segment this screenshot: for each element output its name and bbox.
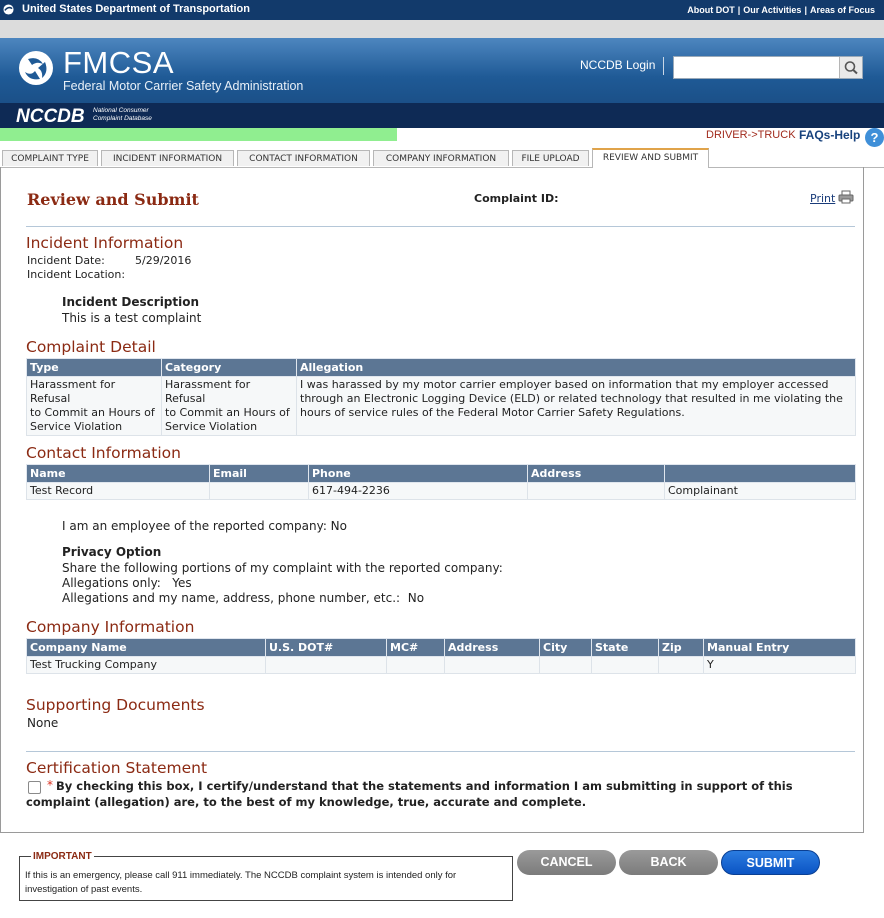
important-text: If this is an emergency, please call 911 immediately. The NCCDB complaint system is intended only for investigation of past events. (25, 870, 457, 895)
privacy-allegations-only: Allegations only: Yes (62, 576, 192, 590)
column-header: U.S. DOT# (266, 639, 387, 657)
search-icon (840, 57, 862, 78)
company-manual-entry-cell: Y (704, 657, 856, 674)
header-spacer (0, 20, 884, 38)
dot-links: About DOT | Our Activities | Areas of Focus (684, 5, 878, 15)
table-header-row (27, 465, 856, 483)
cell-line: to Commit an Hours of (30, 406, 155, 419)
column-header: City (540, 639, 592, 657)
our-activities-link[interactable]: Our Activities (743, 5, 802, 15)
company-name-cell: Test Trucking Company (27, 657, 266, 674)
column-header: Address (445, 639, 540, 657)
tab-complaint-type[interactable]: COMPLAINT TYPE (2, 150, 98, 166)
nccdb-bar (0, 103, 884, 128)
incident-location-label: Incident Location: (27, 268, 126, 281)
fmcsa-logo-icon (18, 50, 54, 86)
column-header: Manual Entry (704, 639, 856, 657)
table-header-row (27, 639, 856, 657)
company-mc-cell (387, 657, 445, 674)
column-header: Type (27, 359, 162, 377)
incident-date-value: 5/29/2016 (135, 254, 192, 267)
nccdb-login-link[interactable]: NCCDB Login (580, 58, 656, 72)
tab-file-upload[interactable]: FILE UPLOAD (512, 150, 589, 166)
privacy-intro: Share the following portions of my complaint with the reported company: (62, 561, 503, 575)
about-dot-link[interactable]: About DOT (687, 5, 735, 15)
cell-line: I was harassed by my motor carrier employer based on information that my employer accessed (300, 378, 829, 391)
column-header: Category (162, 359, 297, 377)
faqs-help-link[interactable]: FAQs-Help (799, 128, 861, 142)
complaint-detail-table (26, 358, 856, 436)
cell-line: Service Violation (165, 420, 258, 433)
column-header: Zip (659, 639, 704, 657)
nccdb-logo-text: NCCDB (16, 106, 85, 127)
print-link[interactable]: Print (810, 192, 836, 205)
submit-button[interactable]: SUBMIT (721, 850, 820, 875)
contact-role-cell: Complainant (665, 483, 856, 500)
progress-bar (0, 128, 592, 141)
incident-description-heading: Incident Description (62, 295, 200, 309)
column-header: Email (210, 465, 309, 483)
supporting-documents-value: None (27, 716, 59, 730)
divider (26, 751, 855, 752)
divider (663, 57, 664, 75)
driver-truck-link[interactable]: DRIVER->TRUCK (706, 129, 796, 141)
column-header (665, 465, 856, 483)
required-marker: * (47, 778, 53, 792)
supporting-documents-heading: Supporting Documents (26, 696, 205, 714)
certification-heading: Certification Statement (26, 759, 208, 777)
cell-line: hours of service rules of the Federal Motor Carrier Safety Regulations. (300, 406, 685, 419)
company-city-cell (540, 657, 592, 674)
complaint-id-label: Complaint ID: (474, 192, 559, 205)
privacy-allegations-and-name: Allegations and my name, address, phone number, etc.: No (62, 591, 425, 605)
contact-table (26, 464, 856, 500)
nccdb-subtitle-line: National Consumer (93, 107, 149, 114)
contact-address-cell (528, 483, 665, 500)
cell-line: through an Electronic Logging Device (ELD) or related technology that resulted in me violating the (300, 392, 843, 405)
areas-of-focus-link[interactable]: Areas of Focus (809, 5, 875, 15)
company-zip-cell (659, 657, 704, 674)
contact-name-cell: Test Record (27, 483, 210, 500)
complaint-type-cell (27, 377, 162, 436)
company-heading: Company Information (26, 618, 195, 636)
column-header: Company Name (27, 639, 266, 657)
back-button[interactable]: BACK (619, 850, 718, 875)
fmcsa-subtitle: Federal Motor Carrier Safety Administration (63, 79, 304, 93)
column-header: Allegation (297, 359, 856, 377)
column-header: Phone (309, 465, 528, 483)
cancel-button[interactable]: CANCEL (517, 850, 616, 875)
privacy-heading: Privacy Option (62, 545, 162, 559)
search-button[interactable] (839, 57, 862, 78)
company-table (26, 638, 856, 674)
column-header: Name (27, 465, 210, 483)
contact-email-cell (210, 483, 309, 500)
cell-line: Service Violation (30, 420, 123, 433)
tab-company-information[interactable]: COMPANY INFORMATION (373, 150, 509, 166)
column-header: Address (528, 465, 665, 483)
fmcsa-title: FMCSA (63, 45, 174, 80)
cell-line: Harassment for Refusal (30, 378, 116, 405)
nccdb-subtitle (93, 107, 173, 123)
search-box (673, 56, 863, 79)
tab-contact-information[interactable]: CONTACT INFORMATION (237, 150, 370, 166)
dot-agency-name: United States Department of Transportation (22, 3, 250, 15)
company-dot-cell (266, 657, 387, 674)
help-icon[interactable]: ? (865, 128, 884, 147)
search-input[interactable] (674, 57, 838, 78)
divider (26, 226, 855, 227)
certification-statement: By checking this box, I certify/understand that the statements and information I am submitting in support of this complaint (allegation) are, to the best of my knowledge, true, accurate and complete. (26, 779, 793, 809)
incident-description: This is a test complaint (62, 311, 202, 325)
contact-heading: Contact Information (26, 444, 181, 462)
table-row (27, 377, 856, 436)
contact-phone-cell: 617-494-2236 (309, 483, 528, 500)
complaint-detail-heading: Complaint Detail (26, 338, 156, 356)
cell-line: Harassment for Refusal (165, 378, 251, 405)
page-title: Review and Submit (27, 190, 199, 209)
dot-header-bar (0, 0, 884, 20)
tab-incident-information[interactable]: INCIDENT INFORMATION (101, 150, 234, 166)
progress-fill (0, 128, 397, 141)
table-row (27, 483, 856, 500)
step-tabs (0, 148, 884, 168)
company-address-cell (445, 657, 540, 674)
column-header: State (592, 639, 659, 657)
incident-heading: Incident Information (26, 234, 184, 252)
cell-line: to Commit an Hours of (165, 406, 290, 419)
table-row (27, 657, 856, 674)
employee-status: I am an employee of the reported company: No (62, 519, 347, 533)
main-panel (0, 167, 864, 833)
fmcsa-banner (0, 38, 884, 103)
table-header-row (27, 359, 856, 377)
printer-icon[interactable] (838, 190, 854, 204)
incident-date-label: Incident Date: (27, 254, 105, 267)
complaint-category-cell (162, 377, 297, 436)
important-legend: IMPORTANT (33, 851, 92, 862)
nccdb-subtitle-line: Complaint Database (93, 115, 152, 122)
company-state-cell (592, 657, 659, 674)
complaint-allegation-cell (297, 377, 856, 436)
column-header: MC# (387, 639, 445, 657)
certification-checkbox[interactable] (28, 781, 41, 794)
tab-review-and-submit[interactable]: REVIEW AND SUBMIT (592, 148, 709, 168)
